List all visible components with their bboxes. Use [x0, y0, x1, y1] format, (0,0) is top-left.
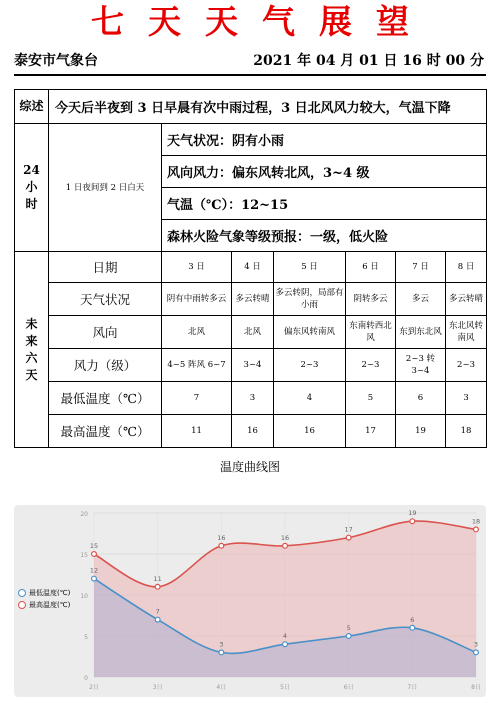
- max-temp-cell: 11: [162, 415, 232, 448]
- max-temp-data-label: 16: [217, 533, 226, 542]
- y-tick-label: 20: [80, 511, 88, 518]
- wind-dir-row: [15, 316, 487, 349]
- max-temp-cell: 17: [346, 415, 396, 448]
- y-tick-label: 0: [84, 675, 88, 682]
- legend-marker-min: [18, 589, 26, 597]
- max-temp-point: [346, 535, 351, 540]
- date-cell: 3 日: [162, 252, 232, 283]
- y-tick-label: 5: [84, 634, 88, 641]
- min-temp-cell: 3: [232, 382, 274, 415]
- issue-time: 2021 年 04 月 01 日 16 时 00 分: [253, 53, 484, 69]
- max-temp-row: [15, 415, 487, 448]
- date-cell: 4 日: [232, 252, 274, 283]
- date-cell: 6 日: [346, 252, 396, 283]
- min-temp-data-label: 5: [346, 624, 351, 632]
- six-day-label: 未 来 六 天: [15, 252, 49, 448]
- weather-cell: 阴转多云: [346, 283, 396, 316]
- wind-dir-cell: 北风: [232, 316, 274, 349]
- min-temp-row: [15, 382, 487, 415]
- weather-cell: 多云: [396, 283, 446, 316]
- min-temp-point: [219, 650, 224, 655]
- issuer: 泰安市气象台: [14, 53, 98, 69]
- max-temp-data-label: 17: [344, 525, 353, 534]
- max-temp-data-label: 11: [153, 574, 162, 583]
- x-tick-label: 8日: [471, 684, 481, 691]
- max-temp-point: [410, 519, 415, 524]
- next24-weather: 天气状况：阴有小雨: [162, 124, 487, 156]
- max-temp-point: [92, 552, 97, 557]
- wind-force-cell: 2~3: [274, 349, 346, 382]
- legend-item-min[interactable]: [18, 588, 70, 598]
- legend-item-max[interactable]: [18, 600, 70, 610]
- row-label-wind-dir: 风向: [49, 316, 162, 349]
- min-temp-point: [410, 625, 415, 630]
- next24-wind: 风向风力：偏东风转北风，3~4 级: [162, 156, 487, 188]
- row-label-max-temp: 最高温度（℃）: [49, 415, 162, 448]
- min-temp-data-label: 4: [282, 632, 288, 641]
- wind-force-cell: 2~3 转 3~4: [396, 349, 446, 382]
- wind-force-cell: 3~4: [232, 349, 274, 382]
- max-temp-data-label: 19: [408, 509, 417, 518]
- y-tick-label: 10: [80, 593, 88, 600]
- wind-force-row: [15, 349, 487, 382]
- x-tick-label: 2日: [89, 684, 99, 691]
- next24-label: 24 小 时: [15, 124, 49, 252]
- max-temp-point: [283, 543, 288, 548]
- legend-label-max: 最高温度(℃): [29, 601, 71, 609]
- chart-svg: [14, 505, 486, 697]
- max-temp-data-label: 18: [471, 517, 481, 526]
- next24-fire: 森林火险气象等级预报：一级，低火险: [162, 220, 487, 252]
- forecast-table: [14, 89, 487, 448]
- min-temp-cell: 6: [396, 382, 446, 415]
- weather-row: [15, 283, 487, 316]
- wind-force-cell: 2~3: [346, 349, 396, 382]
- chart-title: 温度曲线图: [219, 460, 280, 474]
- wind-force-cell: 4~5 阵风 6~7: [162, 349, 232, 382]
- date-cell: 7 日: [396, 252, 446, 283]
- min-temp-cell: 4: [274, 382, 346, 415]
- min-temp-cell: 7: [162, 382, 232, 415]
- row-label-date: 日期: [49, 252, 162, 283]
- chart-legend: [18, 588, 70, 612]
- x-tick-label: 7日: [407, 684, 418, 691]
- x-tick-label: 5日: [280, 684, 290, 691]
- row-label-min-temp: 最低温度（℃）: [49, 382, 162, 415]
- min-temp-data-label: 7: [155, 607, 160, 616]
- date-cell: 5 日: [274, 252, 346, 283]
- wind-dir-cell: 北风: [162, 316, 232, 349]
- summary-row: [15, 90, 487, 124]
- x-tick-label: 3日: [152, 684, 163, 691]
- max-temp-data-label: 15: [89, 542, 99, 550]
- wind-dir-cell: 东南转西北风: [346, 316, 396, 349]
- row-label-weather: 天气状况: [49, 283, 162, 316]
- weather-cell: 多云转晴: [446, 283, 487, 316]
- max-temp-point: [474, 527, 479, 532]
- page-title: 七天天气展望: [91, 2, 433, 41]
- weather-cell: 阴有中雨转多云: [162, 283, 232, 316]
- max-temp-point: [155, 584, 160, 589]
- temperature-chart: [14, 505, 486, 697]
- x-tick-label: 4日: [216, 684, 227, 691]
- min-temp-data-label: 3: [219, 640, 224, 649]
- next24-period: 1 日夜间到 2 日白天: [49, 124, 162, 252]
- next24-weather-row: [15, 124, 487, 156]
- wind-force-cell: 2~3: [446, 349, 487, 382]
- wind-dir-cell: 偏东风转南风: [274, 316, 346, 349]
- weather-cell: 多云转晴: [232, 283, 274, 316]
- weather-cell: 多云转阴，局部有小雨: [274, 283, 346, 316]
- legend-marker-max: [18, 601, 26, 609]
- max-temp-cell: 16: [274, 415, 346, 448]
- max-temp-cell: 16: [232, 415, 274, 448]
- header-rule: [14, 74, 486, 76]
- max-temp-cell: 18: [446, 415, 487, 448]
- summary-label: 综述: [15, 90, 49, 124]
- min-temp-data-label: 3: [473, 640, 479, 649]
- legend-label-min: 最低温度(℃): [29, 589, 71, 597]
- max-temp-cell: 19: [396, 415, 446, 448]
- next24-temp: 气温（℃）：12~15: [162, 188, 487, 220]
- date-row: [15, 252, 487, 283]
- row-label-wind-force: 风力（级）: [49, 349, 162, 382]
- x-tick-label: 6日: [343, 684, 354, 691]
- min-temp-cell: 5: [346, 382, 396, 415]
- min-temp-point: [346, 634, 351, 639]
- min-temp-cell: 3: [446, 382, 487, 415]
- min-temp-point: [155, 617, 160, 622]
- date-cell: 8 日: [446, 252, 487, 283]
- min-temp-data-label: 6: [410, 615, 415, 624]
- min-temp-point: [474, 650, 479, 655]
- y-tick-label: 15: [80, 552, 88, 559]
- min-temp-point: [92, 576, 97, 581]
- max-temp-data-label: 16: [280, 533, 290, 542]
- max-temp-point: [219, 543, 224, 548]
- wind-dir-cell: 东到东北风: [396, 316, 446, 349]
- summary-text: 今天后半夜到 3 日早晨有次中雨过程，3 日北风风力较大，气温下降: [49, 90, 487, 124]
- min-temp-point: [283, 642, 288, 647]
- wind-dir-cell: 东北风转南风: [446, 316, 487, 349]
- min-temp-data-label: 12: [89, 566, 99, 575]
- header-line: [0, 50, 500, 72]
